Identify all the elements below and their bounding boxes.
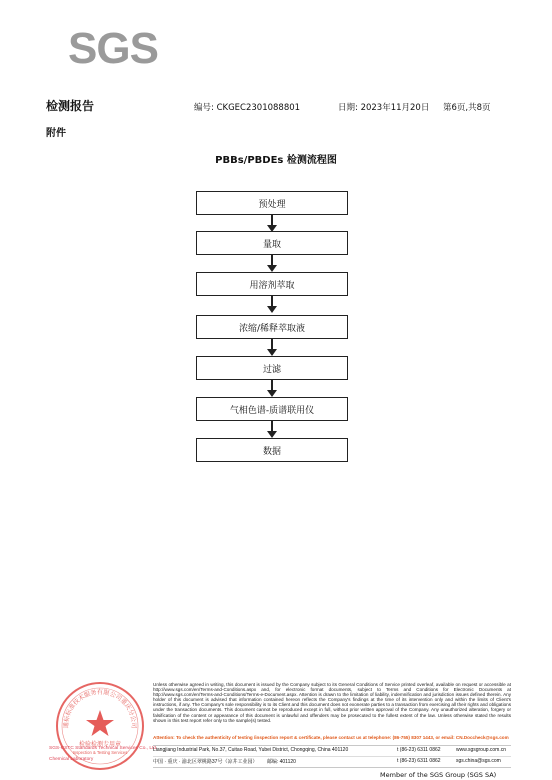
arrow-down-icon [267, 390, 277, 397]
footer-divider [153, 756, 511, 757]
annex-label: 附件 [46, 128, 66, 139]
report-date: 日期: 2023年11月20日 [338, 103, 430, 113]
address-row-en [153, 747, 507, 753]
arrow-down-icon [267, 306, 277, 313]
sgs-logo: SGS [68, 24, 158, 73]
address-cn: 中国 · 重庆 · 渝北区翠桃路37号（凉井工业园） [153, 759, 258, 765]
report-title: 检测报告 [46, 99, 95, 113]
seal-overlap-lab: Chemical Laboratory [49, 757, 94, 762]
flow-step-gcms: 气相色谱-质谱联用仪 [196, 397, 348, 421]
address-row-cn [153, 758, 501, 765]
flow-step-data: 数据 [196, 438, 348, 462]
arrow-down-icon [267, 431, 277, 438]
footer-divider [153, 767, 511, 768]
flowchart-title: PBBs/PBDEs 检测流程图 [215, 155, 337, 166]
authenticity-notice: Attention: To check the authenticity of testing /inspection report & certificate, please contact us at telephone: (86-755) 8307 1443, or email: CN.Doccheck@sgs.com [153, 735, 509, 740]
flow-step-extraction: 用溶剂萃取 [196, 272, 348, 296]
flow-step-measure: 量取 [196, 231, 348, 255]
arrow-down-icon [267, 265, 277, 272]
seal-text-top: 通标标准技术服务有限公司重庆分公司 [62, 689, 138, 729]
postcode-en: 401120 [331, 747, 349, 753]
phone-1: t (86-23) 6311 0862 [397, 747, 441, 753]
flow-step-pretreatment: 预处理 [196, 191, 348, 215]
postcode-cn: 401120 [279, 759, 296, 765]
arrow-down-icon [267, 349, 277, 356]
seal-text-en: Inspection & Testing Services [72, 750, 128, 755]
postcode-label: 邮编: [266, 759, 279, 765]
page-indicator: 第6页,共8页 [443, 103, 491, 113]
member-note: Member of the SGS Group (SGS SA) [380, 771, 497, 779]
flow-step-filter: 过滤 [196, 356, 348, 380]
flow-step-concentrate: 浓缩/稀释萃取液 [196, 315, 348, 339]
disclaimer-text: Unless otherwise agreed in writing, this document is issued by the Company subject to its General Conditions of Service printed overleaf, available on request or accessible at http://www.sgs.com/en/Terms-and-Conditions.aspx and, for electronic format documents, subject to Terms and Conditions for Electronic Documents at http://www.sgs.com/en/Terms-and-Conditions/Terms-e-Document.aspx. Attention is drawn to the limitation of liability, indemnification and jurisdiction issues defined therein. Any holder of this document is advised that information contained hereon reflects the Company's findings at the time of its intervention only and within the limits of Client's instructions, if any. The Company's sole responsibility is to its Client and this document does not exonerate parties to a transaction from exercising all their rights and obligations under the transaction documents. This document cannot be reproduced except in full, without prior written approval of the Company. Any unauthorized alteration, forgery or falsification of the content or appearance of this document is unlawful and offenders may be prosecuted to the fullest extent of the law. Unless otherwise stated the results shown in this test report refer only to the sample(s) tested. [153, 682, 511, 723]
seal-text-mid: 检验检测专用章 [78, 741, 122, 748]
phone-2: t (86-23) 6311 0862 [397, 758, 441, 764]
address-en: Liangjiang Industrial Park, No.37, Cuitao Road, Yubei District, Chongqing, China [153, 747, 331, 753]
seal-overlap-company: SGS-CSTC Standards Technical Services Co., Ltd. [49, 746, 158, 751]
website-link[interactable]: www.sgsgroup.com.cn [456, 747, 507, 753]
email-link[interactable]: sgs.china@sgs.com [456, 758, 501, 764]
report-number: 编号: CKGEC2301088801 [194, 103, 301, 113]
footer-divider [153, 745, 511, 746]
